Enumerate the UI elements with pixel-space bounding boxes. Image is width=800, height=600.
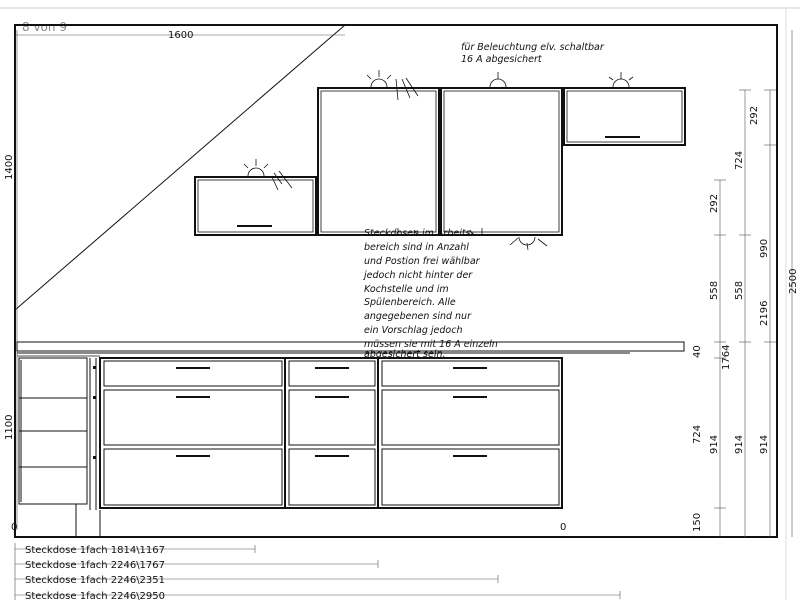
socket-entry-1: Steckdose 1fach 1814\1167 bbox=[25, 545, 166, 556]
dim-c1-150: 150 bbox=[692, 512, 703, 532]
left-dim-1400: 1400 bbox=[4, 154, 15, 180]
dim-c1-40: 40 bbox=[692, 345, 703, 358]
page-label: 8 von 9 bbox=[22, 20, 67, 34]
light-fixture-icon bbox=[244, 159, 292, 190]
dim-c3-914: 914 bbox=[759, 434, 770, 454]
light-fixture-icon bbox=[490, 72, 506, 87]
dim-c1-914: 914 bbox=[709, 434, 720, 454]
drawer-handles bbox=[176, 368, 487, 456]
dim-c3-292: 292 bbox=[749, 105, 760, 125]
base-cabinets bbox=[100, 358, 562, 508]
socket-note-line-5: Kochstelle und im bbox=[364, 284, 449, 295]
dim-c2-558: 558 bbox=[734, 280, 745, 300]
socket-note-line-3: und Postion frei wählbar bbox=[364, 256, 480, 267]
socket-note-line-10: abgesichert sein. bbox=[364, 349, 446, 360]
socket-note-line-9: müssen sie mit 16 A einzeln bbox=[364, 339, 498, 350]
socket-note-line-2: bereich sind in Anzahl bbox=[364, 242, 469, 253]
socket-note-line-6: Spülenbereich. Alle bbox=[364, 297, 456, 308]
wall-cabinet-tall-1 bbox=[318, 88, 439, 235]
dim-room-2500: 2500 bbox=[788, 268, 799, 294]
light-fixture-icon bbox=[510, 237, 547, 250]
left-dim-1100: 1100 bbox=[4, 414, 15, 440]
wall-cabinet-tall-2 bbox=[441, 88, 562, 235]
dim-c2-914: 914 bbox=[734, 434, 745, 454]
room-outline bbox=[15, 25, 777, 537]
lighting-note-line-1: für Beleuchtung elv. schaltbar bbox=[461, 42, 604, 53]
socket-note-line-7: angegebenen sind nur bbox=[364, 311, 471, 322]
socket-entry-4: Steckdose 1fach 2246\2950 bbox=[25, 591, 166, 600]
dim-c2-1764: 1764 bbox=[721, 344, 732, 370]
lighting-note-line-2: 16 A abgesichert bbox=[461, 54, 542, 65]
socket-entry-3: Steckdose 1fach 2246\2351 bbox=[25, 575, 166, 586]
origin-left: 0 bbox=[11, 522, 18, 533]
socket-note-line-8: ein Vorschlag jedoch bbox=[364, 325, 463, 336]
dim-c1-724: 724 bbox=[692, 424, 703, 444]
dim-c2-724: 724 bbox=[734, 150, 745, 170]
dim-c1-292: 292 bbox=[709, 193, 720, 213]
socket-entry-2: Steckdose 1fach 2246\1767 bbox=[25, 560, 166, 571]
open-shelf-unit bbox=[19, 358, 100, 537]
origin-right: 0 bbox=[560, 522, 567, 533]
dim-c3-990: 990 bbox=[759, 238, 770, 258]
top-dim-label: 1600 bbox=[168, 30, 194, 41]
socket-note-line-1: Steckdosen im Arbeits- bbox=[364, 228, 474, 239]
dim-c3-2196: 2196 bbox=[759, 300, 770, 326]
socket-note-line-4: jedoch nicht hinter der bbox=[364, 270, 473, 281]
light-fixture-icon bbox=[609, 72, 633, 87]
worktop bbox=[17, 342, 684, 351]
dim-c1-558: 558 bbox=[709, 280, 720, 300]
roof-slope-line bbox=[15, 25, 345, 310]
wall-cabinet-left bbox=[195, 177, 316, 235]
wall-cabinet-right bbox=[564, 88, 685, 145]
light-fixture-icon bbox=[367, 70, 418, 100]
